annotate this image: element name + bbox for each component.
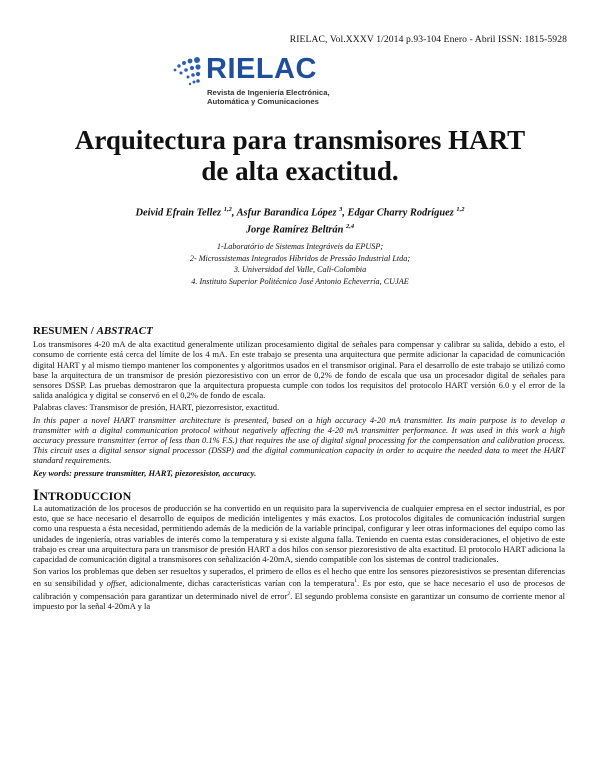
intro-heading-initial: I [33,486,40,504]
abstract-english-paragraph: In this paper a novel HART transmitter architecture is presented, based on a high accuracy 4-20 mA transmitter. Its main purpose is to develop a transmitter with a digital communication protocol without negatively affecting the 4-20 mA transmitter performance. It was used in this work a high accuracy pressure transmitter (error of less than 0.1% F.S.) that requires the use of digital signal processing for the compensation and calibration process. This circuit uses a digital sensor signal processor (DSSP) and the digital communication capacity in order to acquire the needed data to meet the HART standard requirements. [33,414,565,466]
paper-title-line-1: Arquitectura para transmisores HART [74,125,526,155]
intro-paragraph-1: La automatización de los procesos de producción se ha convertido en un requisito para la supervivencia de cualquier empresa en el sector industrial, es por esto, que se hace necesario el desarrollo de equipos de medición inteligentes y más exactos. Los protocolos digitales de comunicación industrial surgen como una respuesta a ésta necesidad, permitiendo además de la medición de la variable principal, configurar y leer otras informaciones del equipo como las unidades de ingeniería, otras variables de interés como la temperatura y si existe alguna falla. Teniendo en cuenta estas consideraciones, el objetivo de este trabajo es crear una arquitectura para un transmisor de presión HART a dos hilos con sensor piezoresistivo de alta exactitud. El protocolo HART adiciona la capacidad de comunicación digital a transmisores con señalización 4-20mA, siendo compatible con los sistemas de control tradicionales. [33,503,565,565]
journal-citation: RIELAC, Vol.XXXV 1/2014 p.93-104 Enero - Abril ISSN: 1815-5928 [289,34,567,45]
logo-subtitle [207,88,330,106]
affiliation-item: 4. Instituto Superior Politécnico José Antonio Echeverría, CUJAE [191,276,409,286]
author-line-2 [0,220,600,237]
intro-p2-text: . El segundo problema consiste en garantizar un consumo de corriente menor al impuesto por la señal 4-20mA y la [33,590,566,611]
affiliation-item: 1-Laboratório de Sistemas Integráveis da EPUSP; [216,242,384,251]
author-line-1 [0,203,600,220]
logo-dots-icon [170,55,204,89]
palabras-claves: Palabras claves: Transmisor de presión, HART, piezorresistor, exactitud. [33,402,280,413]
intro-p2-text: , adicionalmente, dichas características varían con la temperatura [125,578,355,589]
intro-heading-rest: NTRODUCCION [39,488,132,503]
author-name: , Asfur Barandica López [231,207,340,219]
logo-wordmark: RIELAC [206,53,317,85]
abstract-heading-es: RESUMEN / [33,325,97,337]
paper-body [33,326,565,613]
affiliation-item: 3. Universidad del Valle, Cali-Colombia [233,265,367,274]
paper-title [0,125,600,187]
intro-heading [33,486,565,504]
author-name: Jorge Ramírez Beltrán [245,224,347,236]
paper-title-line-2: de alta exactitud. [201,156,399,186]
author-affil-sup: 1,2 [223,206,232,213]
intro-p2-offset: offset [106,578,126,589]
affiliation-list [0,241,600,287]
intro-paragraph-2 [33,566,565,610]
author-name: Deivid Efrain Tellez [135,207,224,219]
citation-sup: 1 [354,578,358,585]
author-affil-sup: 3 [339,206,343,213]
intro-p2-text: . Es por esto, que se hace necesario el uso de procesos de calibración y compensación para garantizar un determinado nivel de error [33,578,565,601]
author-list [0,203,600,238]
author-affil-sup: 2,4 [346,223,355,231]
author-name: , Edgar Charry Rodríguez [342,207,457,219]
author-affil-sup: 1,2 [456,206,465,213]
keywords-line: Key words: pressure transmitter, HART, piezoresistor, accuracy. [33,467,257,478]
affiliation-item: 2- Microssistemas Integrados Híbridos de Pressão Industrial Ltda; [189,253,411,263]
rielac-logo [170,53,390,115]
intro-p2-text: Son varios los problemas que deben ser resueltos y superados, el primero de ellos es el hecho que entre los sensores piezoresistivos se presentan diferencias en su sensibilidad y [33,566,565,589]
citation-sup: 2 [287,590,291,597]
logo-subtitle-line-1: Revista de Ingeniería Electrónica, [207,88,330,97]
logo-subtitle-line-2: Automática y Comunicaciones [207,97,319,106]
abstract-heading-en: ABSTRACT [96,325,153,337]
abstract-heading [33,326,565,336]
resumen-paragraph: Los transmisores 4-20 mA de alta exactitud generalmente utilizan procesamiento digital de señales para compensar y calibrar su salida, debido a esto, el consumo de corriente está cerca del límite de los 4 mA. En este trabajo se presenta una arquitectura que permite adicionar la capacidad de comunicación digital HART y al mismo tiempo mantener los componentes y algoritmos usados en el transmisor original. Para el desarrollo de este trabajo se utilizó como base la arquitectura de un transmisor de presión piezoresistivo con un error de 0,2% de fondo de escala que usa un procesador digital de señales para sensores DSSP. Las pruebas demostraron que la arquitectura propuesta cumple con todos los requisitos del protocolo HART versión 6.0 y el error de la salida analógica y digital se conservó en el 0,2% de fondo de escala. [33,339,565,401]
